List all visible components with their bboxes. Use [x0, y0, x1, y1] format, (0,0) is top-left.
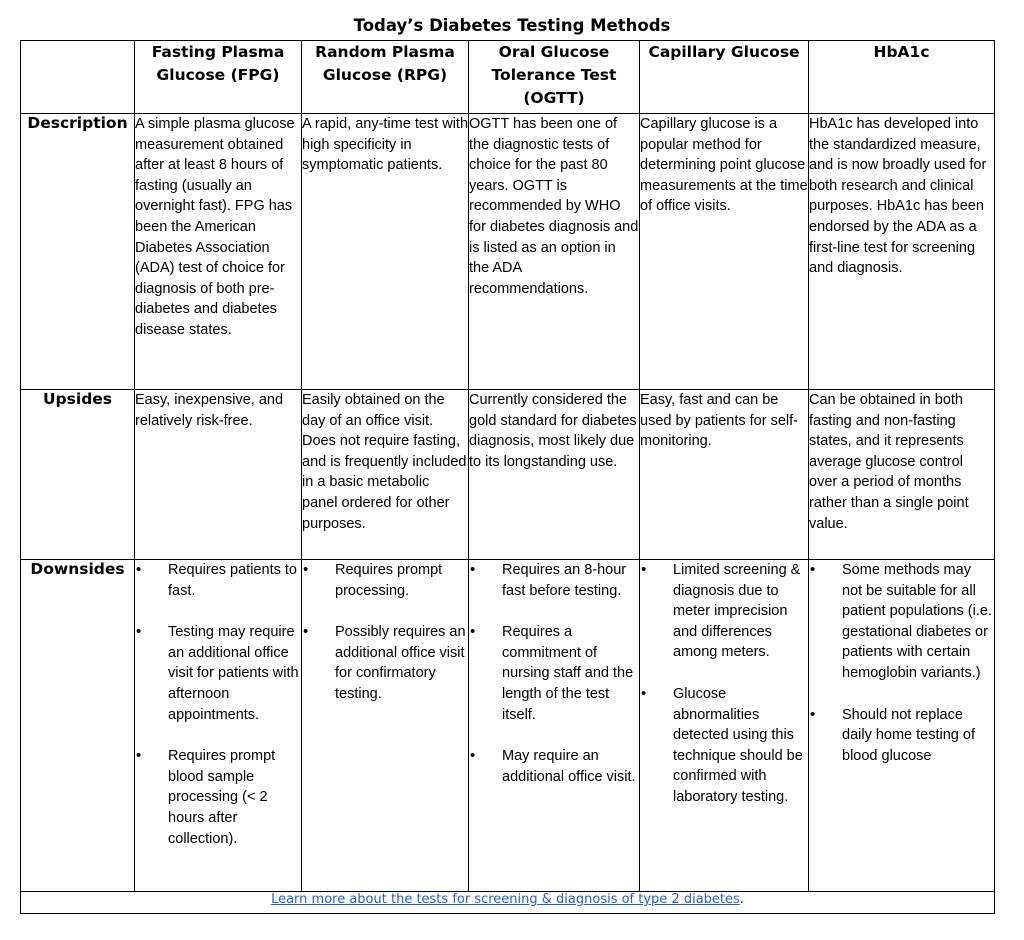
table-cell-upsides-hba1c: Can be obtained in both fasting and non-fasting states, and it represents average glucose control over a period of months rather than a single point value.: [809, 390, 995, 560]
table-cell-description-capillary: Capillary glucose is a popular method for determining point glucose measurements at the time of office visits.: [640, 114, 809, 390]
table-cell-upsides-fpg: Easy, inexpensive, and relatively risk-free.: [135, 390, 302, 560]
row-header-downsides: Downsides: [21, 560, 135, 892]
table-cell-upsides-capillary: Easy, fast and can be used by patients for self-monitoring.: [640, 390, 809, 560]
list-item: • Testing may require an additional office visit for patients with afternoon appointments.: [135, 622, 301, 725]
list-item: • Requires a commitment of nursing staff and the length of the test itself.: [469, 622, 639, 725]
column-header-fpg: Fasting Plasma Glucose (FPG): [135, 41, 302, 114]
list-item: • Some methods may not be suitable for all patient populations (i.e. gestational diabetes or patients with certain hemoglobin variants.): [809, 560, 994, 684]
list-item: • Limited screening & diagnosis due to meter imprecision and differences among meters.: [640, 560, 808, 663]
table-cell-description-hba1c: HbA1c has developed into the standardized measure, and is now broadly used for both research and clinical purposes. HbA1c has been endorsed by the ADA as a first-line test for screening and diagnosis.: [809, 114, 995, 390]
corner-cell: [21, 41, 135, 114]
table-cell-upsides-rpg: Easily obtained on the day of an office visit. Does not require fasting, and is frequently included in a basic metabolic panel ordered for other purposes.: [302, 390, 469, 560]
bullet-list: [135, 560, 301, 849]
table-row-upsides: [21, 390, 995, 560]
table-cell-downsides-hba1c: [809, 560, 995, 892]
page-title: Today’s Diabetes Testing Methods: [353, 16, 671, 35]
row-header-upsides: Upsides: [21, 390, 135, 560]
list-item: • Glucose abnormalities detected using this technique should be confirmed with laboratory testing.: [640, 684, 808, 808]
list-item: • Should not replace daily home testing of blood glucose: [809, 705, 994, 767]
table-cell-downsides-capillary: [640, 560, 809, 892]
table-cell-description-ogtt: OGTT has been one of the diagnostic tests of choice for the past 80 years. OGTT is recommended by WHO for diabetes diagnosis and is listed as an option in the ADA recommendations.: [469, 114, 640, 390]
learn-more-link[interactable]: Learn more about the tests for screening & diagnosis of type 2 diabetes: [271, 892, 740, 907]
table-cell-downsides-ogtt: [469, 560, 640, 892]
table-cell-description-fpg: A simple plasma glucose measurement obtained after at least 8 hours of fasting (usually an overnight fast). FPG has been the American Diabetes Association (ADA) test of choice for diagnosis of both pre-diabetes and diabetes disease states.: [135, 114, 302, 390]
bullet-list: [469, 560, 639, 787]
list-item: • May require an additional office visit.: [469, 746, 639, 787]
list-item: • Requires patients to fast.: [135, 560, 301, 601]
footer-cell: [21, 892, 995, 914]
table-row-downsides: [21, 560, 995, 892]
table-row-description: [21, 114, 995, 390]
list-item: • Requires prompt blood sample processing (< 2 hours after collection).: [135, 746, 301, 849]
list-item: • Requires an 8-hour fast before testing.: [469, 560, 639, 601]
table-cell-downsides-rpg: [302, 560, 469, 892]
bullet-list: [302, 560, 468, 705]
table-cell-description-rpg: A rapid, any-time test with high specificity in symptomatic patients.: [302, 114, 469, 390]
column-header-rpg: Random Plasma Glucose (RPG): [302, 41, 469, 114]
table-cell-upsides-ogtt: Currently considered the gold standard for diabetes diagnosis, most likely due to its longstanding use.: [469, 390, 640, 560]
header-row: [21, 41, 995, 114]
table-cell-downsides-fpg: [135, 560, 302, 892]
column-header-capillary-glucose: Capillary Glucose: [640, 41, 809, 114]
footer-row: [21, 892, 995, 914]
list-item: • Requires prompt processing.: [302, 560, 468, 601]
column-header-ogtt: Oral Glucose Tolerance Test (OGTT): [469, 41, 640, 114]
list-item: • Possibly requires an additional office visit for confirmatory testing.: [302, 622, 468, 704]
bullet-list: [640, 560, 808, 808]
bullet-list: [809, 560, 994, 766]
footer-trailing: .: [739, 892, 744, 907]
column-header-hba1c: HbA1c: [809, 41, 995, 114]
testing-methods-table: [20, 40, 995, 914]
row-header-description: Description: [21, 114, 135, 390]
